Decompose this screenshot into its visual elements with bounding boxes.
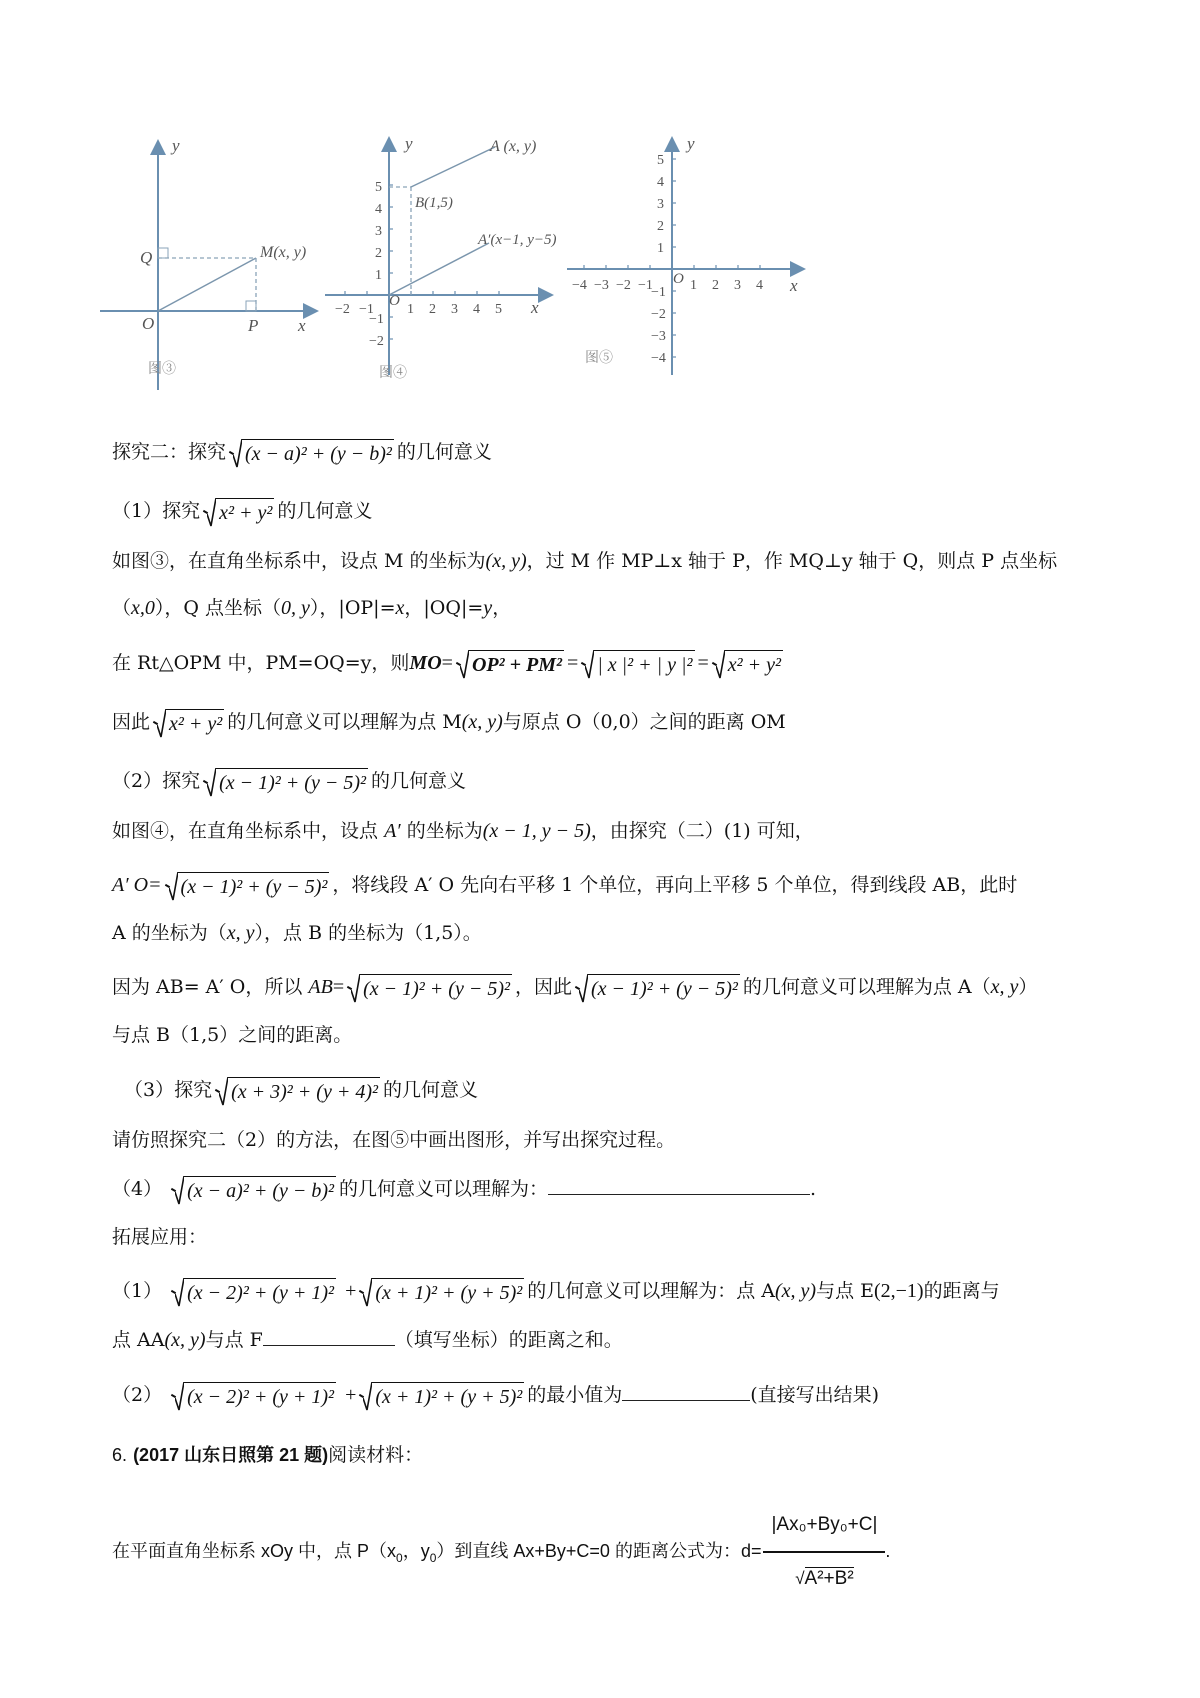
fig4-origin: O [389, 293, 400, 309]
line-part-1: （1）探究 x² + y² 的几何意义 [112, 500, 373, 524]
answer-blank-min-value[interactable] [622, 1382, 750, 1401]
fig4-xtick: 3 [451, 302, 458, 317]
fig5-xtick: −1 [638, 278, 653, 293]
line-fig4-setup: 如图④，在直角坐标系中，设点 A′ 的坐标为(x − 1, y − 5)，由探究（二）(1) 可知， [112, 820, 814, 842]
fig5-ytick: −4 [651, 351, 666, 366]
line-instruction-fig5: 请仿照探究二（2）的方法，在图⑤中画出图形，并写出探究过程。 [112, 1129, 676, 1151]
fig5-axis-y: y [687, 135, 695, 153]
fig3-axis-x: x [298, 316, 306, 335]
fig4-ytick: 4 [375, 202, 382, 217]
radical: (x − 1)² + (y − 5)² [575, 974, 740, 1002]
line-explore-two: 探究二：探究 (x − a)² + (y − b)² 的几何意义 [112, 441, 492, 465]
fig5-xtick: −4 [572, 278, 587, 293]
fig4-xtick: 1 [407, 302, 414, 317]
line-extension-heading: 拓展应用： [112, 1226, 208, 1248]
radical: (x − 1)² + (y − 5)² [165, 872, 330, 900]
radical: (x + 1)² + (y + 5)² [359, 1382, 524, 1410]
fig4-ytick: −2 [369, 334, 384, 349]
fig3-point-p: P [248, 316, 259, 335]
fig5-ytick: 4 [657, 175, 664, 190]
figure-3 [100, 135, 330, 405]
radical: (x + 3)² + (y + 4)² [215, 1077, 380, 1105]
fig3-axis-y: y [172, 136, 180, 155]
fig3-caption: 图③ [148, 362, 176, 377]
line-conclusion-om: 因此 x² + y² 的几何意义可以理解为点 M(x, y)与原点 O（0,0）之间的距离 OM [112, 711, 786, 735]
fraction-denominator: √A²+B² [795, 1568, 854, 1589]
radical: (x + 1)² + (y + 5)² [359, 1278, 524, 1306]
radical: (x − 2)² + (y + 1)² [171, 1278, 336, 1306]
line-extension-2: （2） (x − 2)² + (y + 1)² + (x + 1)² + (y + 5)² 的最小值为 (直接写出结果) [112, 1384, 880, 1408]
fig4-axis-x: x [531, 298, 539, 317]
fig3-point-m: M(x, y) [260, 244, 307, 261]
fig5-origin: O [673, 271, 684, 287]
question-source: (2017 山东日照第 21 题) [133, 1445, 329, 1465]
figure-4 [325, 135, 565, 405]
fig4-caption: 图④ [379, 366, 407, 381]
fig4-axis-y: y [405, 135, 413, 153]
fig5-xtick: 4 [756, 278, 763, 293]
fig4-ytick: 3 [375, 224, 382, 239]
fig4-xtick: −2 [335, 302, 350, 317]
fig3-point-q: Q [140, 248, 153, 267]
fig5-ytick: 5 [657, 153, 664, 168]
line-ab-equal: 因为 AB= A′ O，所以 AB= (x − 1)² + (y − 5)² ，因此 (x − 1)² + (y − 5)² 的几何意义可以理解为点 A（x, y） [112, 976, 1038, 1000]
fig4-ytick: 1 [375, 268, 382, 283]
fig5-ytick: 3 [657, 197, 664, 212]
fig5-caption: 图⑤ [585, 351, 613, 366]
fig5-ytick: −1 [651, 285, 666, 300]
line-part-3: （3）探究 (x + 3)² + (y + 4)² 的几何意义 [124, 1079, 478, 1103]
fig4-point-a-prime: A′(x−1, y−5) [478, 232, 557, 248]
fig5-ytick: 1 [657, 241, 664, 256]
line-part-4: （4） (x − a)² + (y − b)² 的几何意义可以理解为： . [112, 1178, 817, 1202]
figures-row [100, 135, 880, 415]
fig4-ytick: 5 [375, 180, 382, 195]
line-mo-formula: 在 Rt△OPM 中，PM=OQ=y，则MO= OP² + PM² = | x |² + | y |² = x² + y² [112, 652, 782, 676]
radical: (x − 2)² + (y + 1)² [171, 1382, 336, 1410]
radical: (x − a)² + (y − b)² [229, 439, 394, 467]
line-p-q-coords: （x,0），Q 点坐标（0, y），|OP|=x，|OQ|=y， [112, 597, 512, 619]
fig5-xtick: 3 [734, 278, 741, 293]
radical: | x |² + | y |² [581, 650, 694, 678]
fig4-xtick: 5 [495, 302, 502, 317]
fig3-origin: O [142, 314, 155, 333]
radical: (x − a)² + (y − b)² [171, 1176, 336, 1204]
radical: x² + y² [153, 709, 224, 737]
fig4-xtick: 2 [429, 302, 436, 317]
radical: x² + y² [712, 650, 783, 678]
fig4-point-b: B(1,5) [415, 195, 453, 211]
answer-blank-point-f[interactable] [263, 1327, 395, 1346]
radical: x² + y² [203, 498, 274, 526]
line-extension-1b: 点 AA(x, y)与点 F （填写坐标）的距离之和。 [112, 1329, 623, 1351]
radical: (x − 1)² + (y − 5)² [347, 974, 512, 1002]
line-distance-formula: 在平面直角坐标系 xOy 中，点 $P(x_0$，$y_0$）到直线 Ax+By+C=0 的距离公式为：d= $\frac{\text{|Ax₀+By₀+C|}}{\text{√A²+B²}}$ . [112, 1505, 890, 1599]
fig4-xtick: 4 [473, 302, 480, 317]
line-ab-distance: 与点 B（1,5）之间的距离。 [112, 1024, 353, 1046]
radical: (x − 1)² + (y − 5)² [203, 768, 368, 796]
fig5-xtick: 1 [690, 278, 697, 293]
figure-5 [565, 135, 815, 405]
line-fig3-setup: 如图③，在直角坐标系中，设点 M 的坐标为(x, y)，过 M 作 MP⊥x 轴于 P，作 MQ⊥y 轴于 Q，则点 P 点坐标 [112, 550, 1058, 572]
fig5-xtick: −2 [616, 278, 631, 293]
fig5-ytick: −3 [651, 329, 666, 344]
fig5-xtick: 2 [712, 278, 719, 293]
line-translate: A′ O= (x − 1)² + (y − 5)² ，将线段 A′ O 先向右平移 1 个单位，再向上平移 5 个单位，得到线段 AB，此时 [112, 874, 1018, 898]
fig4-point-a: A (x, y) [490, 138, 537, 155]
fig4-xtick: −1 [359, 302, 374, 317]
fig4-ytick: 2 [375, 246, 382, 261]
radical: OP² + PM² [456, 650, 564, 678]
fig4-ytick: −1 [369, 312, 384, 327]
line-part-2: （2）探究 (x − 1)² + (y − 5)² 的几何意义 [112, 770, 466, 794]
question-number: 6. [112, 1445, 128, 1465]
line-question-6: 6. (2017 山东日照第 21 题)阅读材料： [112, 1444, 424, 1466]
fig5-ytick: 2 [657, 219, 664, 234]
line-extension-1: （1） (x − 2)² + (y + 1)² + (x + 1)² + (y + 5)² 的几何意义可以理解为：点 A(x, y)与点 E(2,−1)的距离与 [112, 1280, 1000, 1304]
distance-fraction [763, 1505, 885, 1599]
fig5-xtick: −3 [594, 278, 609, 293]
line-a-b-coords: A 的坐标为（x, y），点 B 的坐标为（1,5）。 [112, 922, 482, 944]
answer-blank-part-4[interactable] [548, 1176, 810, 1195]
fig5-axis-x: x [790, 276, 798, 295]
fig5-ytick: −2 [651, 307, 666, 322]
fraction-numerator: |Ax₀+By₀+C| [763, 1505, 885, 1553]
